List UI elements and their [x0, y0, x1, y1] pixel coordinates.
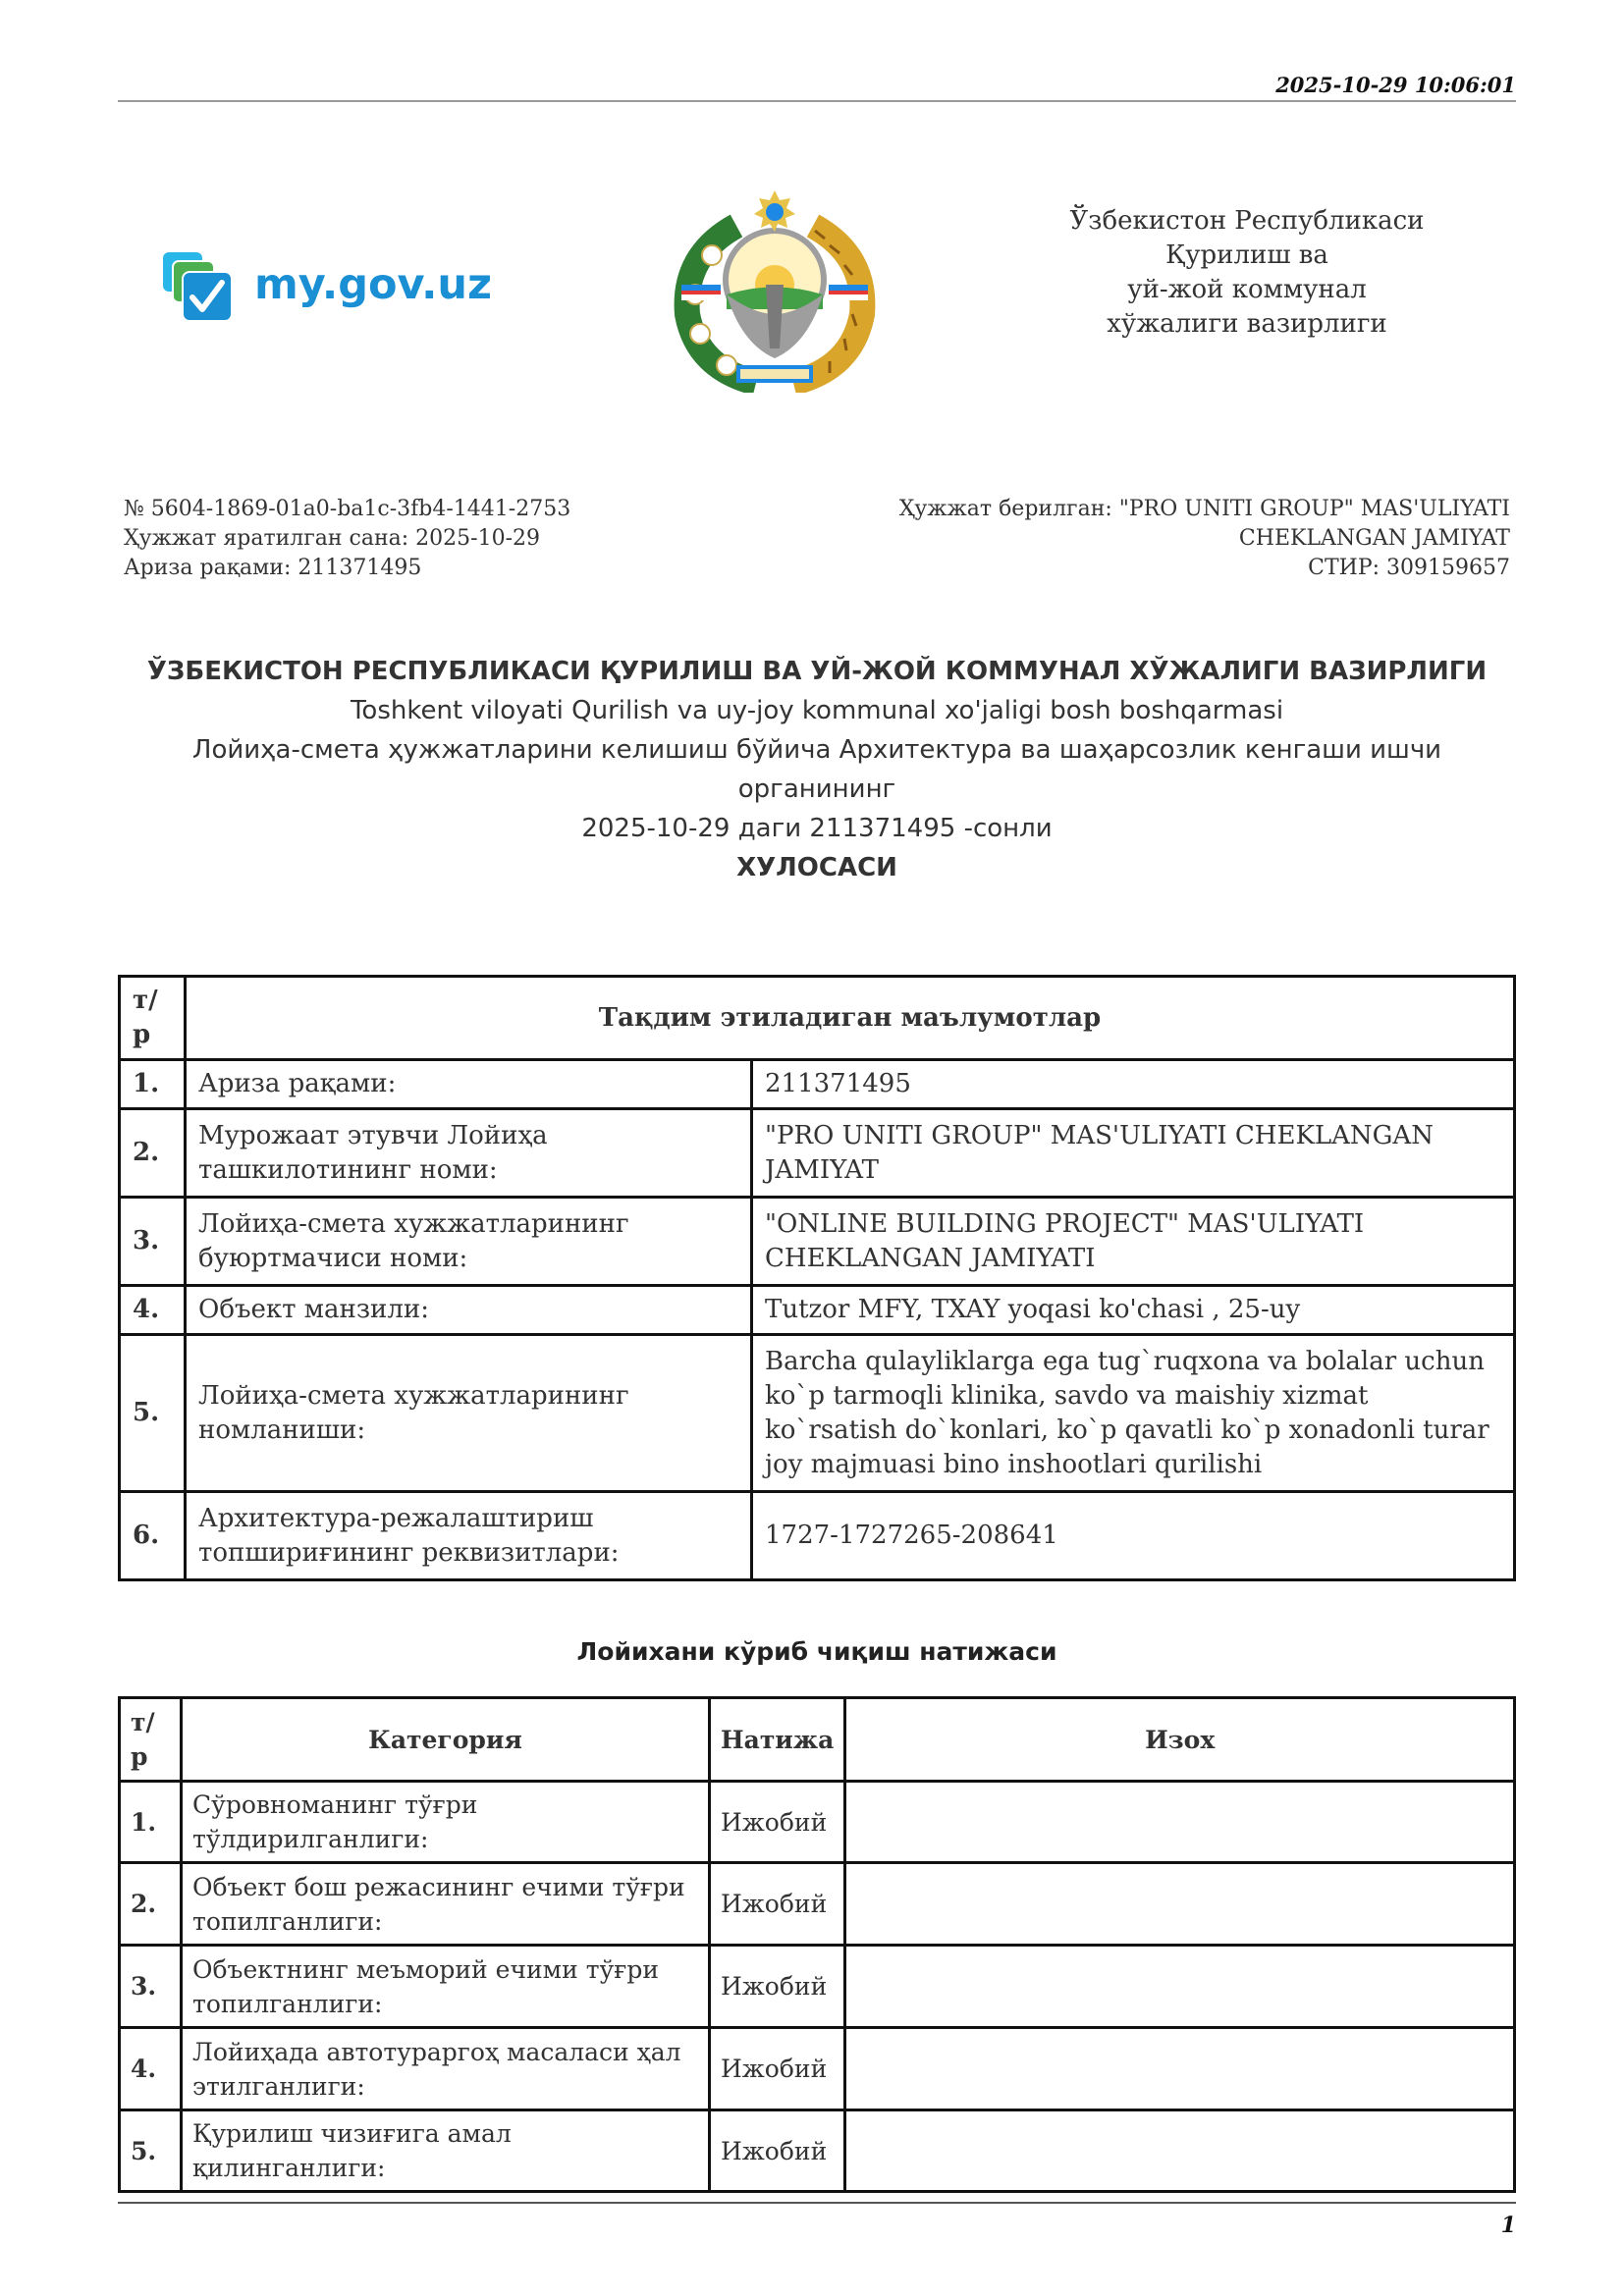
- conclusion-date-line: 2025-10-29 даги 211371495 -сонли: [581, 814, 1053, 843]
- footer-divider: [118, 2202, 1516, 2204]
- row-number: 5.: [120, 2110, 182, 2192]
- column-header-result: Натижа: [710, 1698, 845, 1782]
- table-row: [120, 1863, 1515, 1946]
- council-line: органининг: [737, 774, 896, 804]
- row-category: Объект бош режасининг ечими тўғри топилганлиги:: [182, 1863, 710, 1946]
- print-timestamp: 2025-10-29 10:06:01: [1275, 73, 1516, 97]
- row-number: 1.: [120, 1782, 182, 1863]
- row-value: 211371495: [752, 1060, 1515, 1109]
- ministry-name-line: уй-жой коммунал: [1127, 275, 1367, 304]
- table-row: [120, 1335, 1515, 1492]
- row-comment: [845, 2028, 1515, 2110]
- review-results-table: [118, 1696, 1516, 2193]
- row-value: "ONLINE BUILDING PROJECT" MAS'ULIYATI CHEKLANGAN JAMIYATI: [752, 1198, 1515, 1286]
- column-header-comment: Изох: [845, 1698, 1515, 1782]
- regional-office: Toshkent viloyati Qurilish va uy-joy kommunal xo'jaligi bosh boshqarmasi: [350, 696, 1284, 725]
- document-meta-left: [124, 495, 570, 583]
- mygov-logo: [163, 250, 493, 329]
- row-label: Ариза рақами:: [186, 1060, 752, 1109]
- row-label: Лойиҳа-смета хужжатларининг номланиши:: [186, 1335, 752, 1492]
- issued-to-line: Ҳужжат берилган: "PRO UNITI GROUP" MAS'ULIYATI: [898, 497, 1510, 521]
- row-category: Қурилиш чизиғига амал қилинганлиги:: [182, 2110, 710, 2192]
- coat-of-arms-icon: [668, 187, 882, 393]
- review-section-title: Лойихани кўриб чиқиш натижаси: [576, 1637, 1057, 1666]
- checkmark-stack-icon: [163, 250, 251, 329]
- row-category: Объектнинг меъморий ечими тўғри топилганлиги:: [182, 1946, 710, 2028]
- row-result: Ижобий: [710, 2110, 845, 2192]
- row-number: 4.: [120, 2028, 182, 2110]
- row-category: Лойиҳада автотураргоҳ масаласи ҳал этилганлиги:: [182, 2028, 710, 2110]
- table-header-row: [120, 977, 1515, 1060]
- row-value: 1727-1727265-208641: [752, 1492, 1515, 1580]
- row-comment: [845, 1782, 1515, 1863]
- conclusion-heading: ХУЛОСАСИ: [736, 853, 897, 882]
- table-row: [120, 1286, 1515, 1335]
- ministry-name-line: хўжалиги вазирлиги: [1107, 309, 1387, 339]
- row-comment: [845, 2110, 1515, 2192]
- row-label: Мурожаат этувчи Лойиҳа ташкилотининг номи:: [186, 1109, 752, 1198]
- row-label: Лойиҳа-смета хужжатларининг буюртмачиси номи:: [186, 1198, 752, 1286]
- column-header-number: т/р: [120, 977, 186, 1060]
- column-header-number: т/р: [120, 1698, 182, 1782]
- row-result: Ижобий: [710, 1782, 845, 1863]
- column-header-title: Тақдим этиладиган маълумотлар: [186, 977, 1515, 1060]
- ministry-name-block: [1021, 204, 1473, 342]
- row-value: Tutzor MFY, TXAY yoqasi ko'chasi , 25-uy: [752, 1286, 1515, 1335]
- row-value: "PRO UNITI GROUP" MAS'ULIYATI CHEKLANGAN JAMIYAT: [752, 1109, 1515, 1198]
- table-row: [120, 2028, 1515, 2110]
- row-number: 3.: [120, 1946, 182, 2028]
- document-title-block: [118, 652, 1516, 887]
- issued-to-line: CHEKLANGAN JAMIYAT: [1238, 526, 1510, 551]
- table-row: [120, 1060, 1515, 1109]
- row-label: Объект манзили:: [186, 1286, 752, 1335]
- document-number: № 5604-1869-01a0-ba1c-3fb4-1441-2753: [124, 497, 571, 521]
- ministry-heading: ЎЗБЕКИСТОН РЕСПУБЛИКАСИ ҚУРИЛИШ ВА УЙ-ЖОЙ КОММУНАЛ ХЎЖАЛИГИ ВАЗИРЛИГИ: [146, 657, 1488, 686]
- table-header-row: [120, 1698, 1515, 1782]
- table-row: [120, 1198, 1515, 1286]
- row-result: Ижобий: [710, 1946, 845, 2028]
- table-row: [120, 1109, 1515, 1198]
- submitted-info-table: [118, 975, 1516, 1581]
- table-row: [120, 1946, 1515, 2028]
- row-comment: [845, 1946, 1515, 2028]
- row-number: 4.: [120, 1286, 186, 1335]
- row-number: 2.: [120, 1109, 186, 1198]
- row-comment: [845, 1863, 1515, 1946]
- row-category: Сўровноманинг тўғри тўлдирилганлиги:: [182, 1782, 710, 1863]
- table-row: [120, 1492, 1515, 1580]
- table-row: [120, 2110, 1515, 2192]
- ministry-name-line: Қурилиш ва: [1165, 240, 1328, 270]
- table-row: [120, 1782, 1515, 1863]
- application-number: Ариза рақами: 211371495: [124, 556, 422, 580]
- row-result: Ижобий: [710, 1863, 845, 1946]
- row-value: Barcha qulayliklarga ega tug`ruqxona va bolalar uchun ko`p tarmoqli klinika, savdo va maishiy xizmat ko`rsatish do`konlari, ko`p qavatli ko`p xonadonli turar joy majmuasi bino inshootlari qurilishi: [752, 1335, 1515, 1492]
- row-result: Ижобий: [710, 2028, 845, 2110]
- row-number: 2.: [120, 1863, 182, 1946]
- row-number: 1.: [120, 1060, 186, 1109]
- document-meta-right: [899, 495, 1510, 583]
- column-header-category: Категория: [182, 1698, 710, 1782]
- document-created-date: Ҳужжат яратилган сана: 2025-10-29: [124, 526, 541, 551]
- state-emblem: [668, 187, 882, 393]
- ministry-name-line: Ўзбекистон Республикаси: [1069, 206, 1425, 236]
- stir-number: СТИР: 309159657: [1308, 556, 1510, 580]
- row-number: 5.: [120, 1335, 186, 1492]
- council-line: Лойиҳа-смета ҳужжатларини келишиш бўйича Архитектура ва шаҳарсозлик кенгаши ишчи: [191, 735, 1442, 765]
- header-divider: [118, 100, 1516, 102]
- mygov-logo-text: my.gov.uz: [254, 260, 493, 309]
- row-number: 6.: [120, 1492, 186, 1580]
- row-number: 3.: [120, 1198, 186, 1286]
- page-number: 1: [1500, 2213, 1516, 2238]
- row-label: Архитектура-режалаштириш топшириғининг реквизитлари:: [186, 1492, 752, 1580]
